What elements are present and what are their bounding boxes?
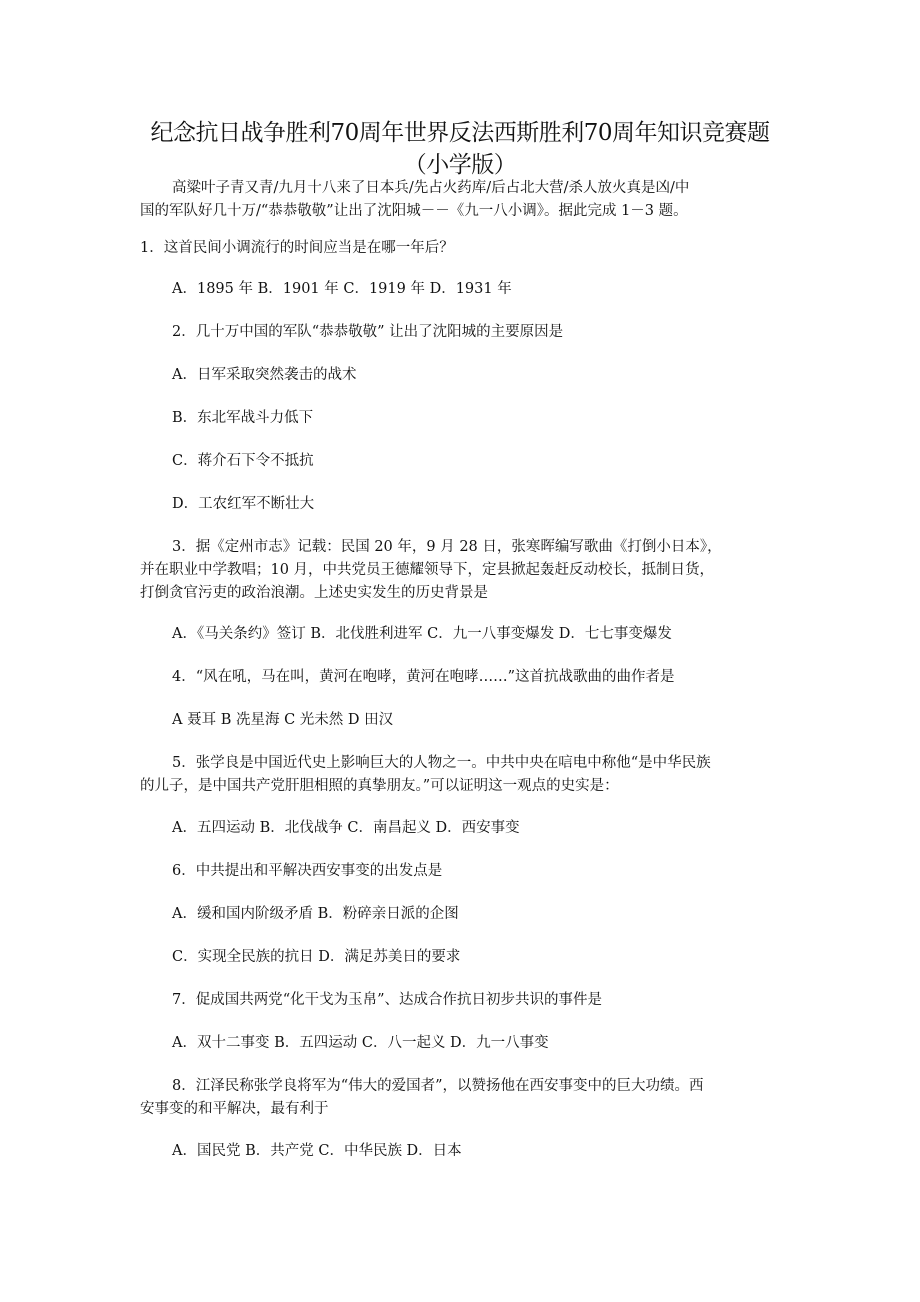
q7-options: A．双十二事变 B．五四运动 C．八一起义 D．九一八事变 — [172, 1035, 549, 1051]
q8-line-1: 8．江泽民称张学良将军为“伟大的爱国者”，以赞扬他在西安事变中的巨大功绩。西 — [172, 1078, 704, 1094]
q2-option-c: C．蒋介石下令不抵抗 — [172, 453, 314, 469]
q8-line-2: 安事变的和平解决，最有利于 — [140, 1101, 329, 1117]
q3-line-1: 3．据《定州市志》记载：民国 20 年，9 月 28 日，张寒晖编写歌曲《打倒小日本》， — [172, 539, 722, 555]
q5-options: A．五四运动 B．北伐战争 C．南昌起义 D．西安事变 — [172, 820, 520, 836]
q6-stem: 6．中共提出和平解决西安事变的出发点是 — [172, 863, 443, 879]
q2-option-a: A．日军采取突然袭击的战术 — [172, 367, 357, 383]
q5-line-2: 的儿子，是中国共产党肝胆相照的真挚朋友。”可以证明这一观点的史实是： — [140, 778, 619, 794]
document-title: 纪念抗日战争胜利70周年世界反法西斯胜利70周年知识竞赛题 — [150, 120, 770, 146]
q6-options-ab: A．缓和国内阶级矛盾 B．粉碎亲日派的企图 — [172, 906, 459, 922]
q6-options-cd: C．实现全民族的抗日 D．满足苏美日的要求 — [172, 949, 461, 965]
intro-line-1: 高粱叶子青又青/九月十八来了日本兵/先占火药库/后占北大营/杀人放火真是凶/中 — [172, 180, 690, 196]
intro-line-2: 国的军队好几十万/“恭恭敬敬”让出了沈阳城－－《九一八小调》。据此完成 1－3 题。 — [140, 203, 688, 219]
q2-option-b: B．东北军战斗力低下 — [172, 410, 314, 426]
q4-options: A 聂耳 B 冼星海 C 光未然 D 田汉 — [172, 712, 394, 728]
q4-stem: 4．“风在吼，马在叫，黄河在咆哮，黄河在咆哮……”这首抗战歌曲的曲作者是 — [172, 669, 675, 685]
q3-options: A．《马关条约》签订 B．北伐胜利进军 C．九一八事变爆发 D．七七事变爆发 — [172, 626, 672, 642]
q5-line-1: 5．张学良是中国近代史上影响巨大的人物之一。中共中央在唁电中称他“是中华民族 — [172, 755, 711, 771]
document-subtitle: （小学版） — [403, 152, 517, 178]
q7-stem: 7．促成国共两党“化干戈为玉帛”、达成合作抗日初步共识的事件是 — [172, 992, 603, 1008]
q1-stem: 1．这首民间小调流行的时间应当是在哪一年后？ — [140, 240, 454, 256]
q2-stem: 2．几十万中国的军队“恭恭敬敬” 让出了沈阳城的主要原因是 — [172, 324, 564, 340]
q3-line-2: 并在职业中学教唱；10 月，中共党员王德耀领导下，定县掀起轰赶反动校长，抵制日货， — [140, 562, 715, 578]
q8-options: A．国民党 B．共产党 C．中华民族 D．日本 — [172, 1143, 462, 1159]
q2-option-d: D．工农红军不断壮大 — [172, 496, 315, 512]
q1-options: A．1895 年 B．1901 年 C．1919 年 D．1931 年 — [172, 281, 512, 297]
q3-line-3: 打倒贪官污吏的政治浪潮。上述史实发生的历史背景是 — [140, 585, 488, 601]
